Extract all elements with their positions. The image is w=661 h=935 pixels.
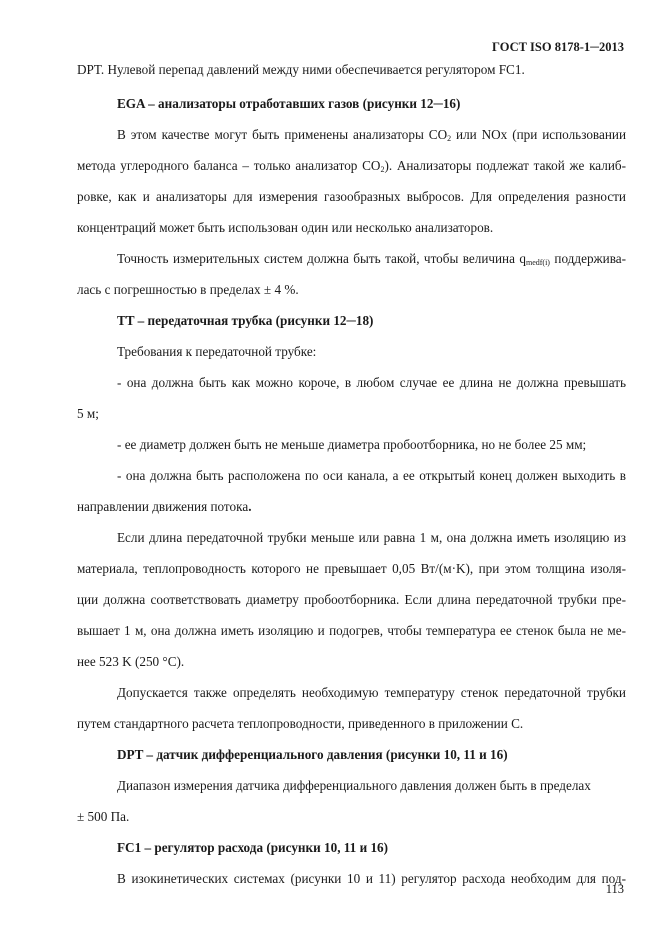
list-item-line: - ее диаметр должен быть не меньше диаметра пробоотборника, но не более 25 мм;: [117, 437, 587, 452]
paragraph-line: Если длина передаточной трубки меньше или равна 1 м, она должна иметь изоляцию из: [117, 530, 626, 545]
paragraph-line: В этом качестве могут быть применены анализаторы $CO_2$ или NOx (при использовании: [117, 127, 626, 143]
paragraph-line: Допускается также определять необходимую температуру стенок передаточной трубки: [117, 685, 626, 700]
paragraph-line: ровке, как и анализаторы для измерения газообразных выбросов. Для определения разности: [77, 189, 626, 204]
paragraph-line: нее 523 K (250 °C).: [77, 654, 185, 669]
paragraph-line: Требования к передаточной трубке:: [117, 344, 317, 359]
list-item-line: направлении движения потока.: [77, 499, 252, 514]
paragraph-line: ± 500 Па.: [77, 809, 130, 824]
paragraph-line: метода углеродного баланса – только анализатор $CO_2$). Анализаторы подлежат такой же калиб-: [77, 158, 626, 174]
list-item-line: - она должна быть расположена по оси канала, а ее открытый конец должен выходить в: [117, 468, 626, 483]
paragraph-line: путем стандартного расчета теплопроводности, приведенного в приложении С.: [77, 716, 524, 731]
paragraph-line: Диапазон измерения датчика дифференциального давления должен быть в пределах: [117, 778, 591, 793]
paragraph-line: В изокинетических системах (рисунки 10 и 11) регулятор расхода необходим для под-: [117, 871, 626, 886]
list-item-line: - она должна быть как можно короче, в любом случае ее длина не должна превышать: [117, 375, 626, 390]
running-header: ГОСТ ISO 8178-1─2013: [492, 40, 624, 54]
paragraph-line: материала, теплопроводность которого не превышает 0,05 Вт/(м·K), при этом толщина изоля-: [77, 561, 626, 576]
section-heading-fc1: FC1 – регулятор расхода (рисунки 10, 11 и 16): [117, 840, 389, 855]
paragraph-line: Точность измерительных систем должна быть такой, чтобы величина $q_{medf(i)}$ поддержива-: [117, 251, 626, 267]
page-number: 113: [605, 882, 624, 896]
paragraph-line: концентраций может быть использован один или несколько анализаторов.: [77, 220, 494, 235]
paragraph-line: вышает 1 м, она должна иметь изоляцию и подогрев, чтобы температура ее стенок была не ме-: [77, 623, 626, 638]
list-item-line: 5 м;: [77, 406, 99, 421]
section-heading-tt: TT – передаточная трубка (рисунки 12─18): [117, 313, 374, 328]
section-heading-ega: EGA – анализаторы отработавших газов (рисунки 12─16): [117, 96, 461, 111]
paragraph-line: лась с погрешностью в пределах ± 4 %.: [77, 282, 299, 297]
text-line: DPT. Нулевой перепад давлений между ними обеспечивается регулятором FC1.: [77, 62, 525, 77]
section-heading-dpt: DPT – датчик дифференциального давления (рисунки 10, 11 и 16): [117, 747, 508, 762]
paragraph-line: ции должна соответствовать диаметру пробоотборника. Если длина передаточной трубки пре-: [77, 592, 626, 607]
